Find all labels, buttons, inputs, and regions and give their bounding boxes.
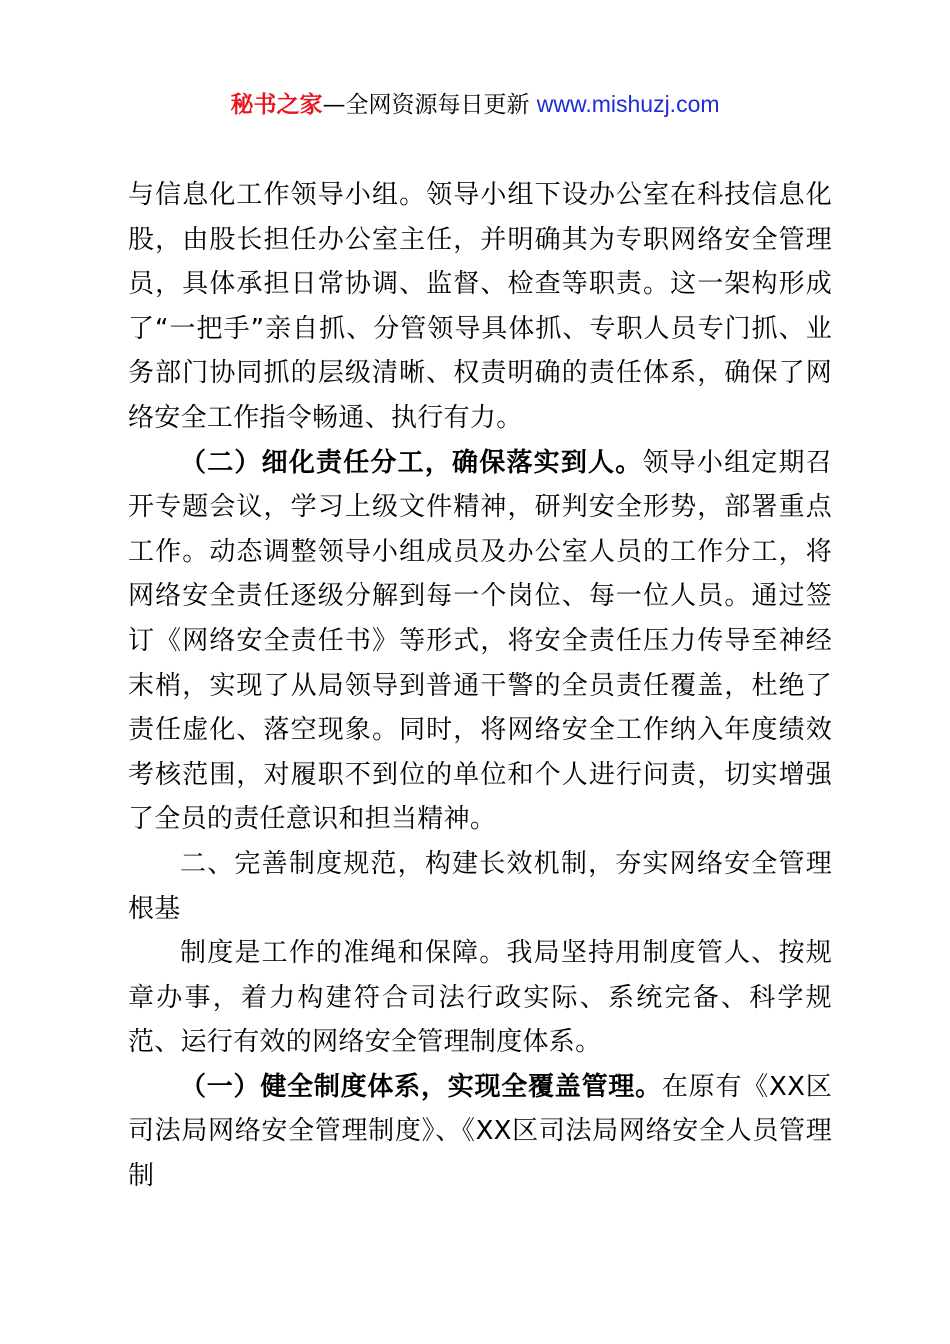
paragraph-heading: （二）细化责任分工，确保落实到人。 [180,447,643,478]
paragraph-text: 与信息化工作领导小组。领导小组下设办公室在科技信息化股，由股长担任办公室主任，并明确其为专职网络安全管理员，具体承担日常协调、监督、检查等职责。这一架构形成了“一把手”亲自抓、分管领导具体抓、专职人员专门抓、业务部门协同抓的层级清晰、权责明确的责任体系，确保了网络安全工作指令畅通、执行有力。 [128,180,832,433]
site-watermark-header [0,86,950,123]
paragraph-system-intro [128,931,832,1065]
paragraph-text: 二、完善制度规范，构建长效机制，夯实网络安全管理根基 [128,848,832,924]
paragraph-leadership-structure [128,173,832,441]
paragraph-text: 在原有《XX区司法局网络安全管理制度》、《XX区司法局网络安全人员管理制 [128,1071,832,1192]
paragraph-system-coverage [128,1065,832,1199]
paragraph-responsibility-division [128,441,832,842]
brand-name: 秘书之家 [230,92,323,118]
paragraph-text: 领导小组定期召开专题会议，学习上级文件精神，研判安全形势，部署重点工作。动态调整领导小组成员及办公室人员的工作分工，将网络安全责任逐级分解到每一个岗位、每一位人员。通过签订《网络安全责任书》等形式，将安全责任压力传导至神经末梢，实现了从局领导到普通干警的全员责任覆盖，杜绝了责任虚化、落空现象。同时，将网络安全工作纳入年度绩效考核范围，对履职不到位的单位和个人进行问责，切实增强了全员的责任意识和担当精神。 [128,447,832,835]
header-tagline: —全网资源每日更新 [322,92,537,118]
section-heading-two [128,842,832,931]
paragraph-text: 制度是工作的准绳和保障。我局坚持用制度管人、按规章办事，着力构建符合司法行政实际、系统完备、科学规范、运行有效的网络安全管理制度体系。 [128,938,832,1058]
site-url: www.mishuzj.com [536,91,720,117]
document-body [128,173,832,1199]
paragraph-heading: （一）健全制度体系，实现全覆盖管理。 [180,1071,662,1102]
